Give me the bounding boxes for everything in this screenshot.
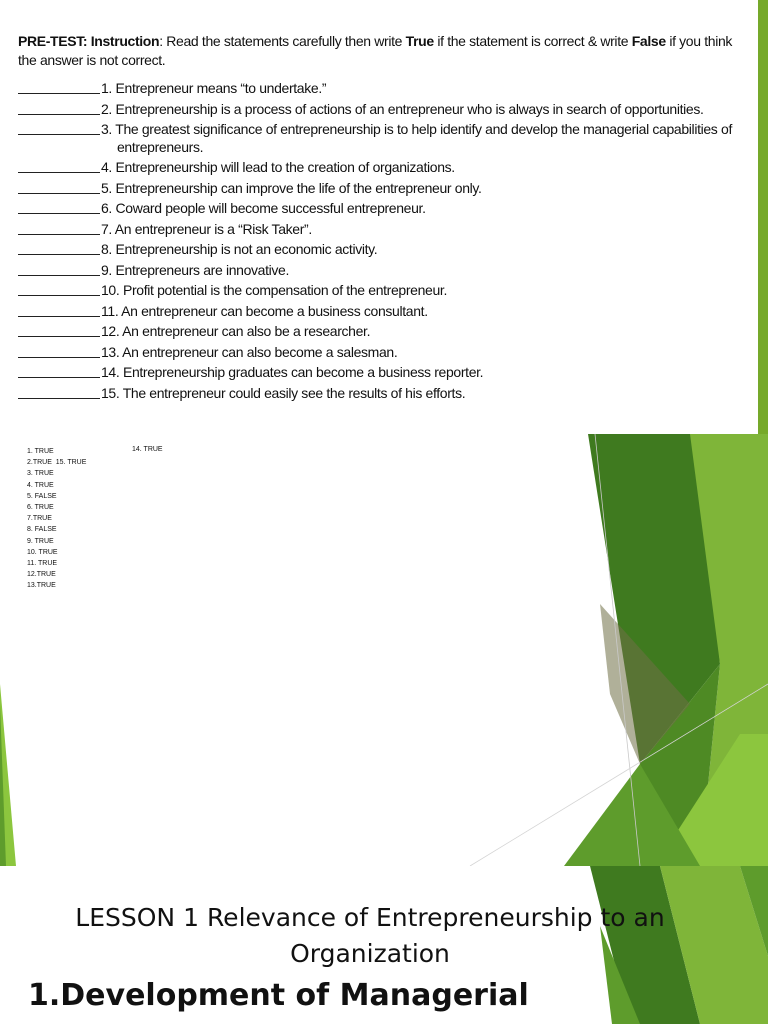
answer-row: 1. TRUE	[27, 448, 54, 455]
answer-blank	[18, 280, 100, 296]
pretest-item: 14. Entrepreneurship graduates can become a business reporter.	[18, 362, 746, 383]
answer-row: 7.TRUE	[27, 515, 52, 523]
pretest-items	[18, 78, 746, 403]
answer-row: 5. FALSE	[27, 492, 57, 500]
pretest-item: 11. An entrepreneur can become a business consultant.	[18, 301, 746, 322]
answer-blank	[18, 178, 100, 194]
answer-row: 9. TRUE	[27, 537, 54, 545]
pretest-item: 6. Coward people will become successful entrepreneur.	[18, 198, 746, 219]
answer-blank	[18, 383, 100, 399]
pretest-item: 2. Entrepreneurship is a process of actions of an entrepreneur who is always in search of opportunities.	[18, 99, 746, 120]
answer-list	[27, 446, 86, 591]
answer-row: 3. TRUE	[27, 470, 54, 478]
answer-row: 8. FALSE	[27, 526, 57, 534]
pretest-slide	[0, 0, 768, 434]
pretest-item: 13. An entrepreneur can also become a salesman.	[18, 342, 746, 363]
pretest-item: 12. An entrepreneur can also be a researcher.	[18, 321, 746, 342]
answer-row: 10. TRUE	[27, 548, 58, 556]
lesson-slide	[0, 866, 768, 1024]
pretest-label: PRE-TEST: Instruction	[18, 33, 160, 49]
instruction-text: if you think the answer is not correct.	[18, 33, 733, 68]
answer-row: 11. TRUE	[27, 559, 58, 567]
green-shapes-decoration	[0, 434, 768, 866]
pretest-item: 5. Entrepreneurship can improve the life of the entrepreneur only.	[18, 178, 746, 199]
pretest-item: 9. Entrepreneurs are innovative.	[18, 260, 746, 281]
answer-row: 6. TRUE	[27, 503, 54, 511]
lesson-subhead: 1.Development of Managerial	[28, 978, 529, 1013]
answer-row: 4. TRUE	[27, 481, 54, 489]
pretest-item: 15. The entrepreneur could easily see the results of his efforts.	[18, 383, 746, 404]
answer-blank	[18, 362, 100, 378]
pretest-instruction	[18, 32, 746, 70]
answer-row: 12.TRUE	[27, 571, 56, 579]
answer-blank	[18, 321, 100, 337]
answer-blank	[18, 239, 100, 255]
slide-accent-bar	[758, 0, 768, 434]
pretest-item: 10. Profit potential is the compensation of the entrepreneur.	[18, 280, 746, 301]
answer-blank	[18, 157, 100, 173]
pretest-item: 3. The greatest significance of entrepreneurship is to help identify and develop the managerial capabilities of	[18, 119, 746, 140]
answer-blank	[18, 99, 100, 115]
pretest-item-continuation: entrepreneurs.	[117, 138, 204, 155]
answer-row: 2.TRUE 15. TRUE	[27, 459, 87, 467]
answer-blank	[18, 198, 100, 214]
answer-blank	[18, 119, 100, 135]
answer-blank	[18, 219, 100, 235]
pretest-item: 4. Entrepreneurship will lead to the creation of organizations.	[18, 157, 746, 178]
answer-blank	[18, 342, 100, 358]
instruction-text: : Read the statements carefully then write	[159, 33, 406, 49]
pretest-item: 8. Entrepreneurship is not an economic activity.	[18, 239, 746, 260]
true-word: True	[405, 33, 434, 49]
answer-blank	[18, 78, 100, 94]
lesson-title: LESSON 1 Relevance of Entrepreneurship to an Organization	[75, 903, 665, 968]
instruction-text: if the statement is correct & write	[433, 33, 632, 49]
answer-blank	[18, 260, 100, 276]
answer-key-slide	[0, 434, 768, 866]
pretest-item: 1. Entrepreneur means “to undertake.”	[18, 78, 746, 99]
answer-blank	[18, 301, 100, 317]
false-word: False	[631, 33, 666, 49]
pretest-item: 7. An entrepreneur is a “Risk Taker”.	[18, 219, 746, 240]
answer-side: 14. TRUE	[132, 446, 163, 453]
answer-row: 13.TRUE	[27, 582, 56, 590]
